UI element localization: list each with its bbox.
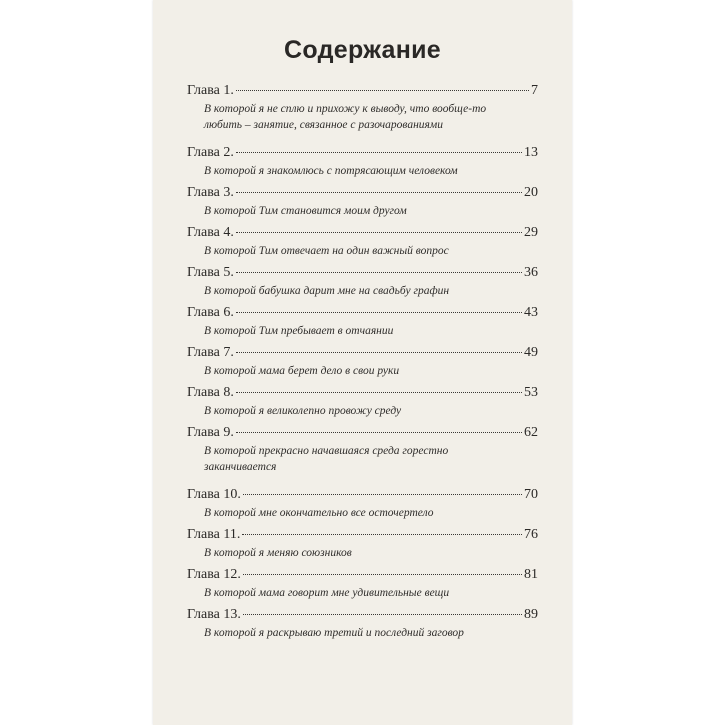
page-number: 70 xyxy=(524,487,538,502)
dot-leader xyxy=(236,90,529,91)
chapter-title: Глава 10. xyxy=(187,487,241,502)
dot-leader xyxy=(243,574,522,575)
toc-entry xyxy=(187,384,538,424)
book-page xyxy=(153,0,572,725)
chapter-title: Глава 11. xyxy=(187,527,241,542)
toc-entry xyxy=(187,566,538,606)
chapter-description: В которой мама берет дело в свои руки xyxy=(204,365,400,377)
page-number: 43 xyxy=(524,305,538,320)
dot-leader xyxy=(236,272,522,273)
page-number: 53 xyxy=(524,385,538,400)
page-number: 89 xyxy=(524,607,538,622)
page-number: 81 xyxy=(524,567,538,582)
chapter-description: В которой я не сплю и прихожу к выводу, что вообще-то любить – занятие, связанное с разочарованиями xyxy=(204,103,487,131)
page-number: 49 xyxy=(524,345,538,360)
dot-leader xyxy=(236,192,522,193)
chapter-description: В которой я великолепно провожу среду xyxy=(204,405,402,417)
page-number: 13 xyxy=(524,145,538,160)
chapter-title: Глава 12. xyxy=(187,567,241,582)
chapter-title: Глава 1. xyxy=(187,83,234,98)
chapter-title: Глава 4. xyxy=(187,225,234,240)
chapter-description: В которой я меняю союзников xyxy=(204,547,352,559)
dot-leader xyxy=(236,232,522,233)
toc-entry xyxy=(187,144,538,184)
chapter-title: Глава 2. xyxy=(187,145,234,160)
toc-entry xyxy=(187,486,538,526)
dot-leader xyxy=(243,614,522,615)
chapter-description: В которой Тим отвечает на один важный вопрос xyxy=(204,245,449,257)
page-number: 20 xyxy=(524,185,538,200)
toc-entry xyxy=(187,264,538,304)
chapter-description: В которой Тим пребывает в отчаянии xyxy=(204,325,394,337)
toc-entry xyxy=(187,526,538,566)
dot-leader xyxy=(236,432,522,433)
chapter-description: В которой я раскрываю третий и последний заговор xyxy=(204,627,464,639)
table-of-contents xyxy=(187,82,538,646)
page-number: 36 xyxy=(524,265,538,280)
chapter-title: Глава 3. xyxy=(187,185,234,200)
toc-entry xyxy=(187,424,538,486)
toc-entry xyxy=(187,82,538,144)
dot-leader xyxy=(236,392,522,393)
chapter-description: В которой Тим становится моим другом xyxy=(204,205,407,217)
page-title: Содержание xyxy=(283,36,442,64)
dot-leader xyxy=(242,534,522,535)
chapter-description: В которой мне окончательно все осточертело xyxy=(204,507,434,519)
chapter-title: Глава 13. xyxy=(187,607,241,622)
toc-entry xyxy=(187,606,538,646)
dot-leader xyxy=(236,352,522,353)
dot-leader xyxy=(236,312,522,313)
chapter-description: В которой мама говорит мне удивительные вещи xyxy=(204,587,450,599)
page-number: 29 xyxy=(524,225,538,240)
page-number: 62 xyxy=(524,425,538,440)
toc-entry xyxy=(187,344,538,384)
chapter-title: Глава 7. xyxy=(187,345,234,360)
chapter-title: Глава 6. xyxy=(187,305,234,320)
toc-entry xyxy=(187,304,538,344)
chapter-description: В которой прекрасно начавшаяся среда горестно заканчивается xyxy=(204,445,449,473)
chapter-description: В которой бабушка дарит мне на свадьбу графин xyxy=(204,285,450,297)
page-number: 76 xyxy=(524,527,538,542)
toc-entry xyxy=(187,224,538,264)
dot-leader xyxy=(236,152,522,153)
chapter-title: Глава 5. xyxy=(187,265,234,280)
page-number: 7 xyxy=(531,83,538,98)
chapter-title: Глава 8. xyxy=(187,385,234,400)
toc-entry xyxy=(187,184,538,224)
dot-leader xyxy=(243,494,522,495)
chapter-title: Глава 9. xyxy=(187,425,234,440)
chapter-description: В которой я знакомлюсь с потрясающим человеком xyxy=(204,165,458,177)
